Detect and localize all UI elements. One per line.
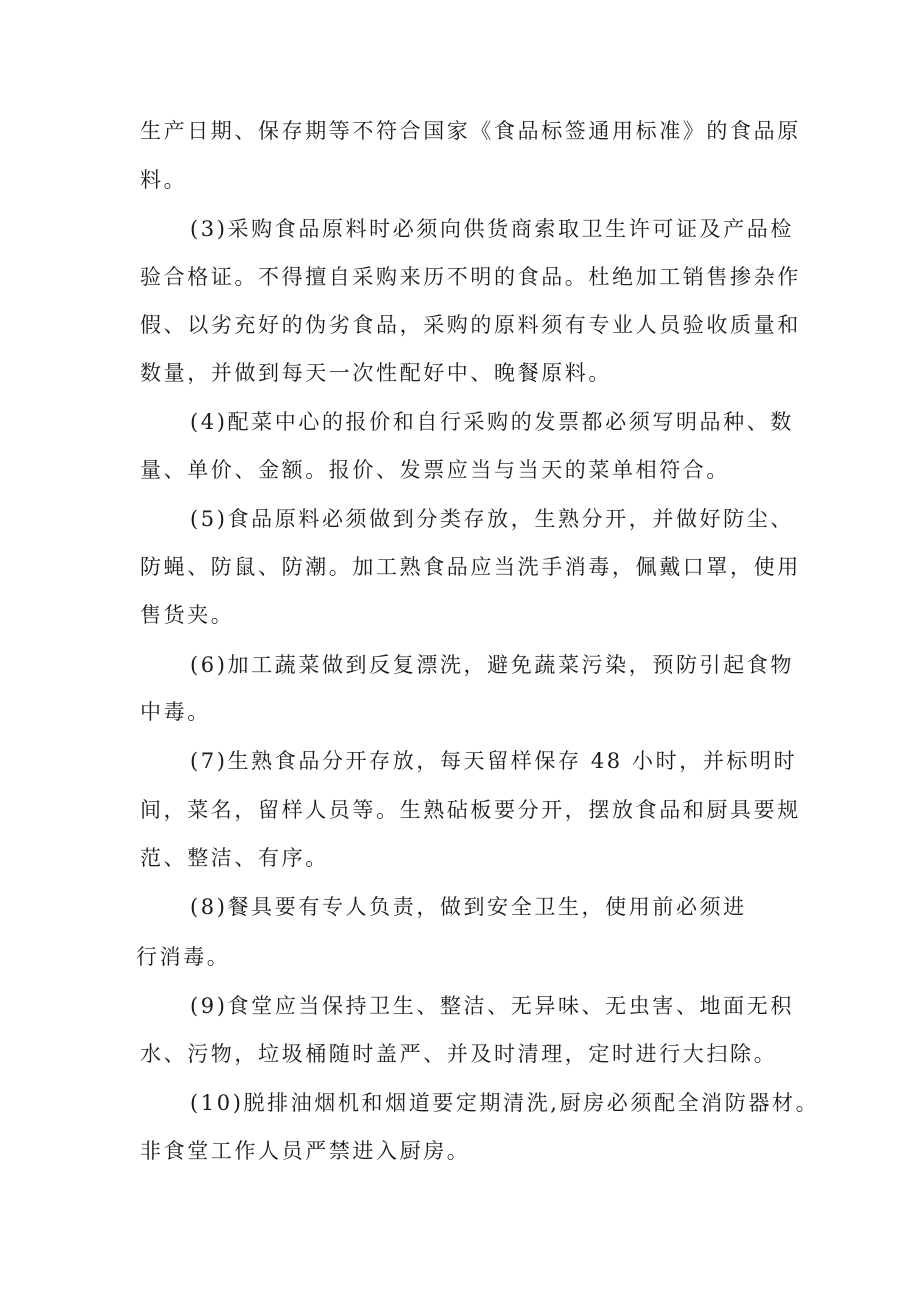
text-line: 行消毒。	[136, 945, 231, 969]
text-line: 验合格证。不得擅自采购来历不明的食品。杜绝加工销售掺杂作	[140, 265, 801, 289]
text-line: 中毒。	[140, 700, 211, 724]
text-line: 水、污物，垃圾桶随时盖严、并及时清理，定时进行大扫除。	[140, 1042, 778, 1066]
paragraph-5-start: (5)食品原料必须做到分类存放，生熟分开，并做好防尘、	[190, 507, 794, 531]
text-line: 售货夹。	[140, 603, 235, 627]
text-line: 非食堂工作人员严禁进入厨房。	[140, 1139, 471, 1163]
paragraph-8-start: (8)餐具要有专人负责，做到安全卫生，使用前必须进	[190, 895, 747, 919]
text-line: 防蝇、防鼠、防潮。加工熟食品应当洗手消毒，佩戴口罩，使用	[140, 555, 801, 579]
paragraph-9-start: (9)食堂应当保持卫生、整洁、无异味、无虫害、地面无积	[190, 994, 794, 1018]
text-line: 范、整洁、有序。	[140, 846, 329, 870]
paragraph-3-start: (3)采购食品原料时必须向供货商索取卫生许可证及产品检	[190, 217, 794, 241]
paragraph-6-start: (6)加工蔬菜做到反复漂洗，避免蔬菜污染，预防引起食物	[190, 653, 794, 677]
text-line: 间，菜名，留样人员等。生熟砧板要分开，摆放食品和厨具要规	[140, 798, 801, 822]
text-line: 生产日期、保存期等不符合国家《食品标签通用标准》的食品原	[140, 119, 801, 143]
paragraph-10-start: (10)脱排油烟机和烟道要定期清洗,厨房必须配全消防器材。	[190, 1091, 820, 1115]
text-line: 量、单价、金额。报价、发票应当与当天的菜单相符合。	[140, 458, 730, 482]
text-line: 料。	[140, 168, 188, 192]
text-line: 数量，并做到每天一次性配好中、晚餐原料。	[140, 361, 612, 385]
paragraph-7-start: (7)生熟食品分开存放，每天留样保存 48 小时，并标明时	[190, 749, 798, 773]
text-line: 假、以劣充好的伪劣食品，采购的原料须有专业人员验收质量和	[140, 313, 801, 337]
paragraph-4-start: (4)配菜中心的报价和自行采购的发票都必须写明品种、数	[190, 410, 794, 434]
